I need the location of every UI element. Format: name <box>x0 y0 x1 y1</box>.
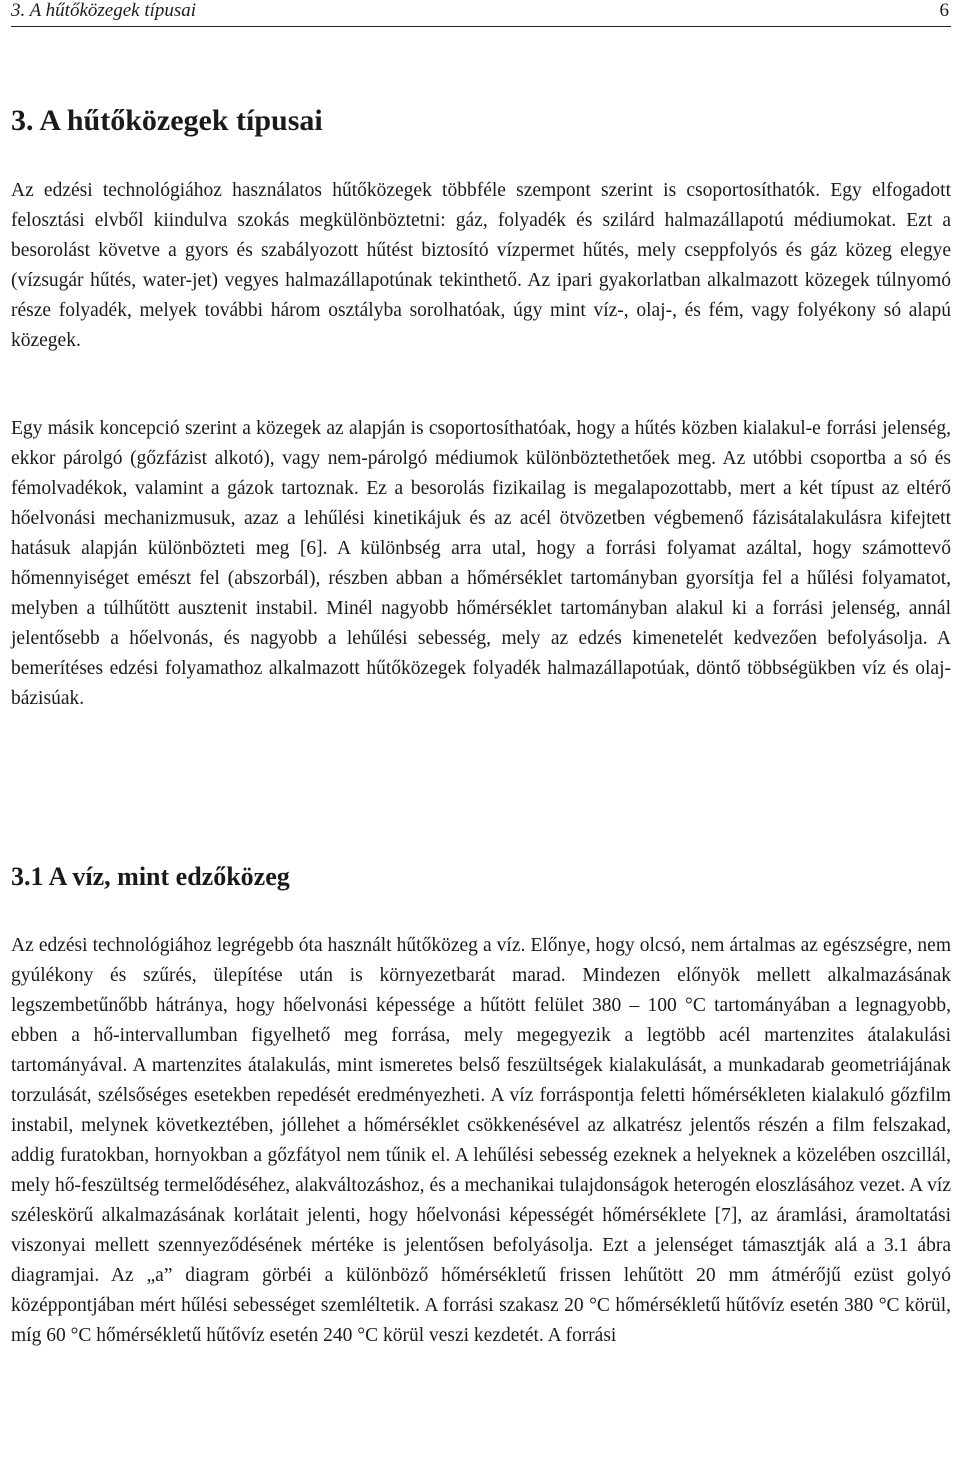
page-number: 6 <box>939 0 949 21</box>
section-title: 3.1 A víz, mint edzőközeg <box>11 862 290 891</box>
chapter-title: 3. A hűtőközegek típusai <box>11 104 323 137</box>
running-header-title: 3. A hűtőközegek típusai <box>11 0 197 21</box>
chapter-paragraph: Az edzési technológiához használatos hűtőközegek többféle szempont szerint is csoportosíthatók. Egy elfogadott felosztási elvből kiindulva szokás megkülönböztetni: gáz, folyadék és szilárd halmazállapotú médiumokat. Ezt a besorolást követve a gyors és szabályozott hűtést biztosító vízpermet hűtés, mely cseppfolyós és gáz közeg elegye (vízsugár hűtés, water-jet) vegyes halmazállapotúnak tekinthető. Az ipari gyakorlatban alkalmazott közegek túlnyomó része folyadék, melyek további három osztályba sorolhatóak, úgy mint víz-, olaj-, és fém, vagy folyékony só alapú közegek. <box>11 180 951 351</box>
running-header <box>11 0 951 27</box>
chapter-paragraph: Egy másik koncepció szerint a közegek az alapján is csoportosíthatóak, hogy a hűtés közben kialakul-e forrási jelenség, ekkor párolgó (gőzfázist alkotó), vagy nem-párolgó médiumok különböztethetőek meg. Az utóbbi csoportba a só és fémolvadékok, valamint a gázok tartoznak. Ez a besorolás fizikailag is megalapozottabb, mert a két típust az eltérő hőelvonási mechanizmusuk, azaz a lehűlési kinetikájuk és az acél ötvözetben végbemenő fázisátalakulásra kifejtett hatásuk alapján különbözteti meg [6]. A különbség arra utal, hogy a forrási folyamat azáltal, hogy számottevő hőmennyiséget emészt fel (abszorbál), részben abban a hőmérséklet tartományban gyorsítja fel a hűlési folyamatot, melyben a túlhűtött ausztenit instabil. Minél nagyobb hőmérséklet tartományban alakul ki a forrási jelenség, annál jelentősebb a hőelvonás, és nagyobb a lehűlési sebesség, mely az edzés kimenetelét kedvezően befolyásolja. A bemerítéses edzési folyamathoz alkalmazott hűtőközegek folyadék halmazállapotúak, döntő többségükben víz és olaj-bázisúak. <box>11 418 951 709</box>
section-paragraph: Az edzési technológiához legrégebb óta használt hűtőközeg a víz. Előnye, hogy olcsó, nem ártalmas az egészségre, nem gyúlékony és szűrés, ülepítése után is környezetbarát marad. Mindezen előnyök mellett alkalmazásának legszembetűnőbb hátránya, hogy hőelvonási képessége a hűtött felület 380 – 100 °C tartományában a legnagyobb, ebben a hő-intervallumban figyelhető meg forrása, mely megegyezik a legtöbb acél martenzites átalakulási tartományával. A martenzites átalakulás, mint ismeretes belső feszültségek kialakulását, a munkadarab geometriájának torzulását, szélsőséges esetekben repedését eredményezheti. A víz forráspontja feletti hőmérsékleten kialakuló gőzfilm instabil, melynek következtében, jóllehet a hőmérséklet csökkenésével az alkatrész jelentős részén a film felszakad, addig furatokban, hornyokban a gőzfátyol nem tűnik el. A lehűlési sebesség ezeknek a helyeknek a közelében oszcillál, mely hő-feszültség termelődéséhez, alakváltozáshoz, és a mechanikai tulajdonságok heterogén eloszlásához vezet. A víz széleskörű alkalmazásának korlátait jelenti, hogy hőelvonási képességét hőmérséklete [7], az áramlási, áramoltatási viszonyai mellett szennyeződésének mértéke is jelentősen befolyásolja. Ezt a jelenséget támasztják alá a 3.1 ábra diagramjai. Az „a” diagram görbéi a különböző hőmérsékletű frissen lehűtött 20 mm átmérőjű ezüst golyó középpontjában mért hűlési sebességet szemléltetik. A forrási szakasz 20 °C hőmérsékletű hűtővíz esetén 380 °C körül, míg 60 °C hőmérsékletű hűtővíz esetén 240 °C körül veszi kezdetét. A forrási <box>11 935 951 1346</box>
